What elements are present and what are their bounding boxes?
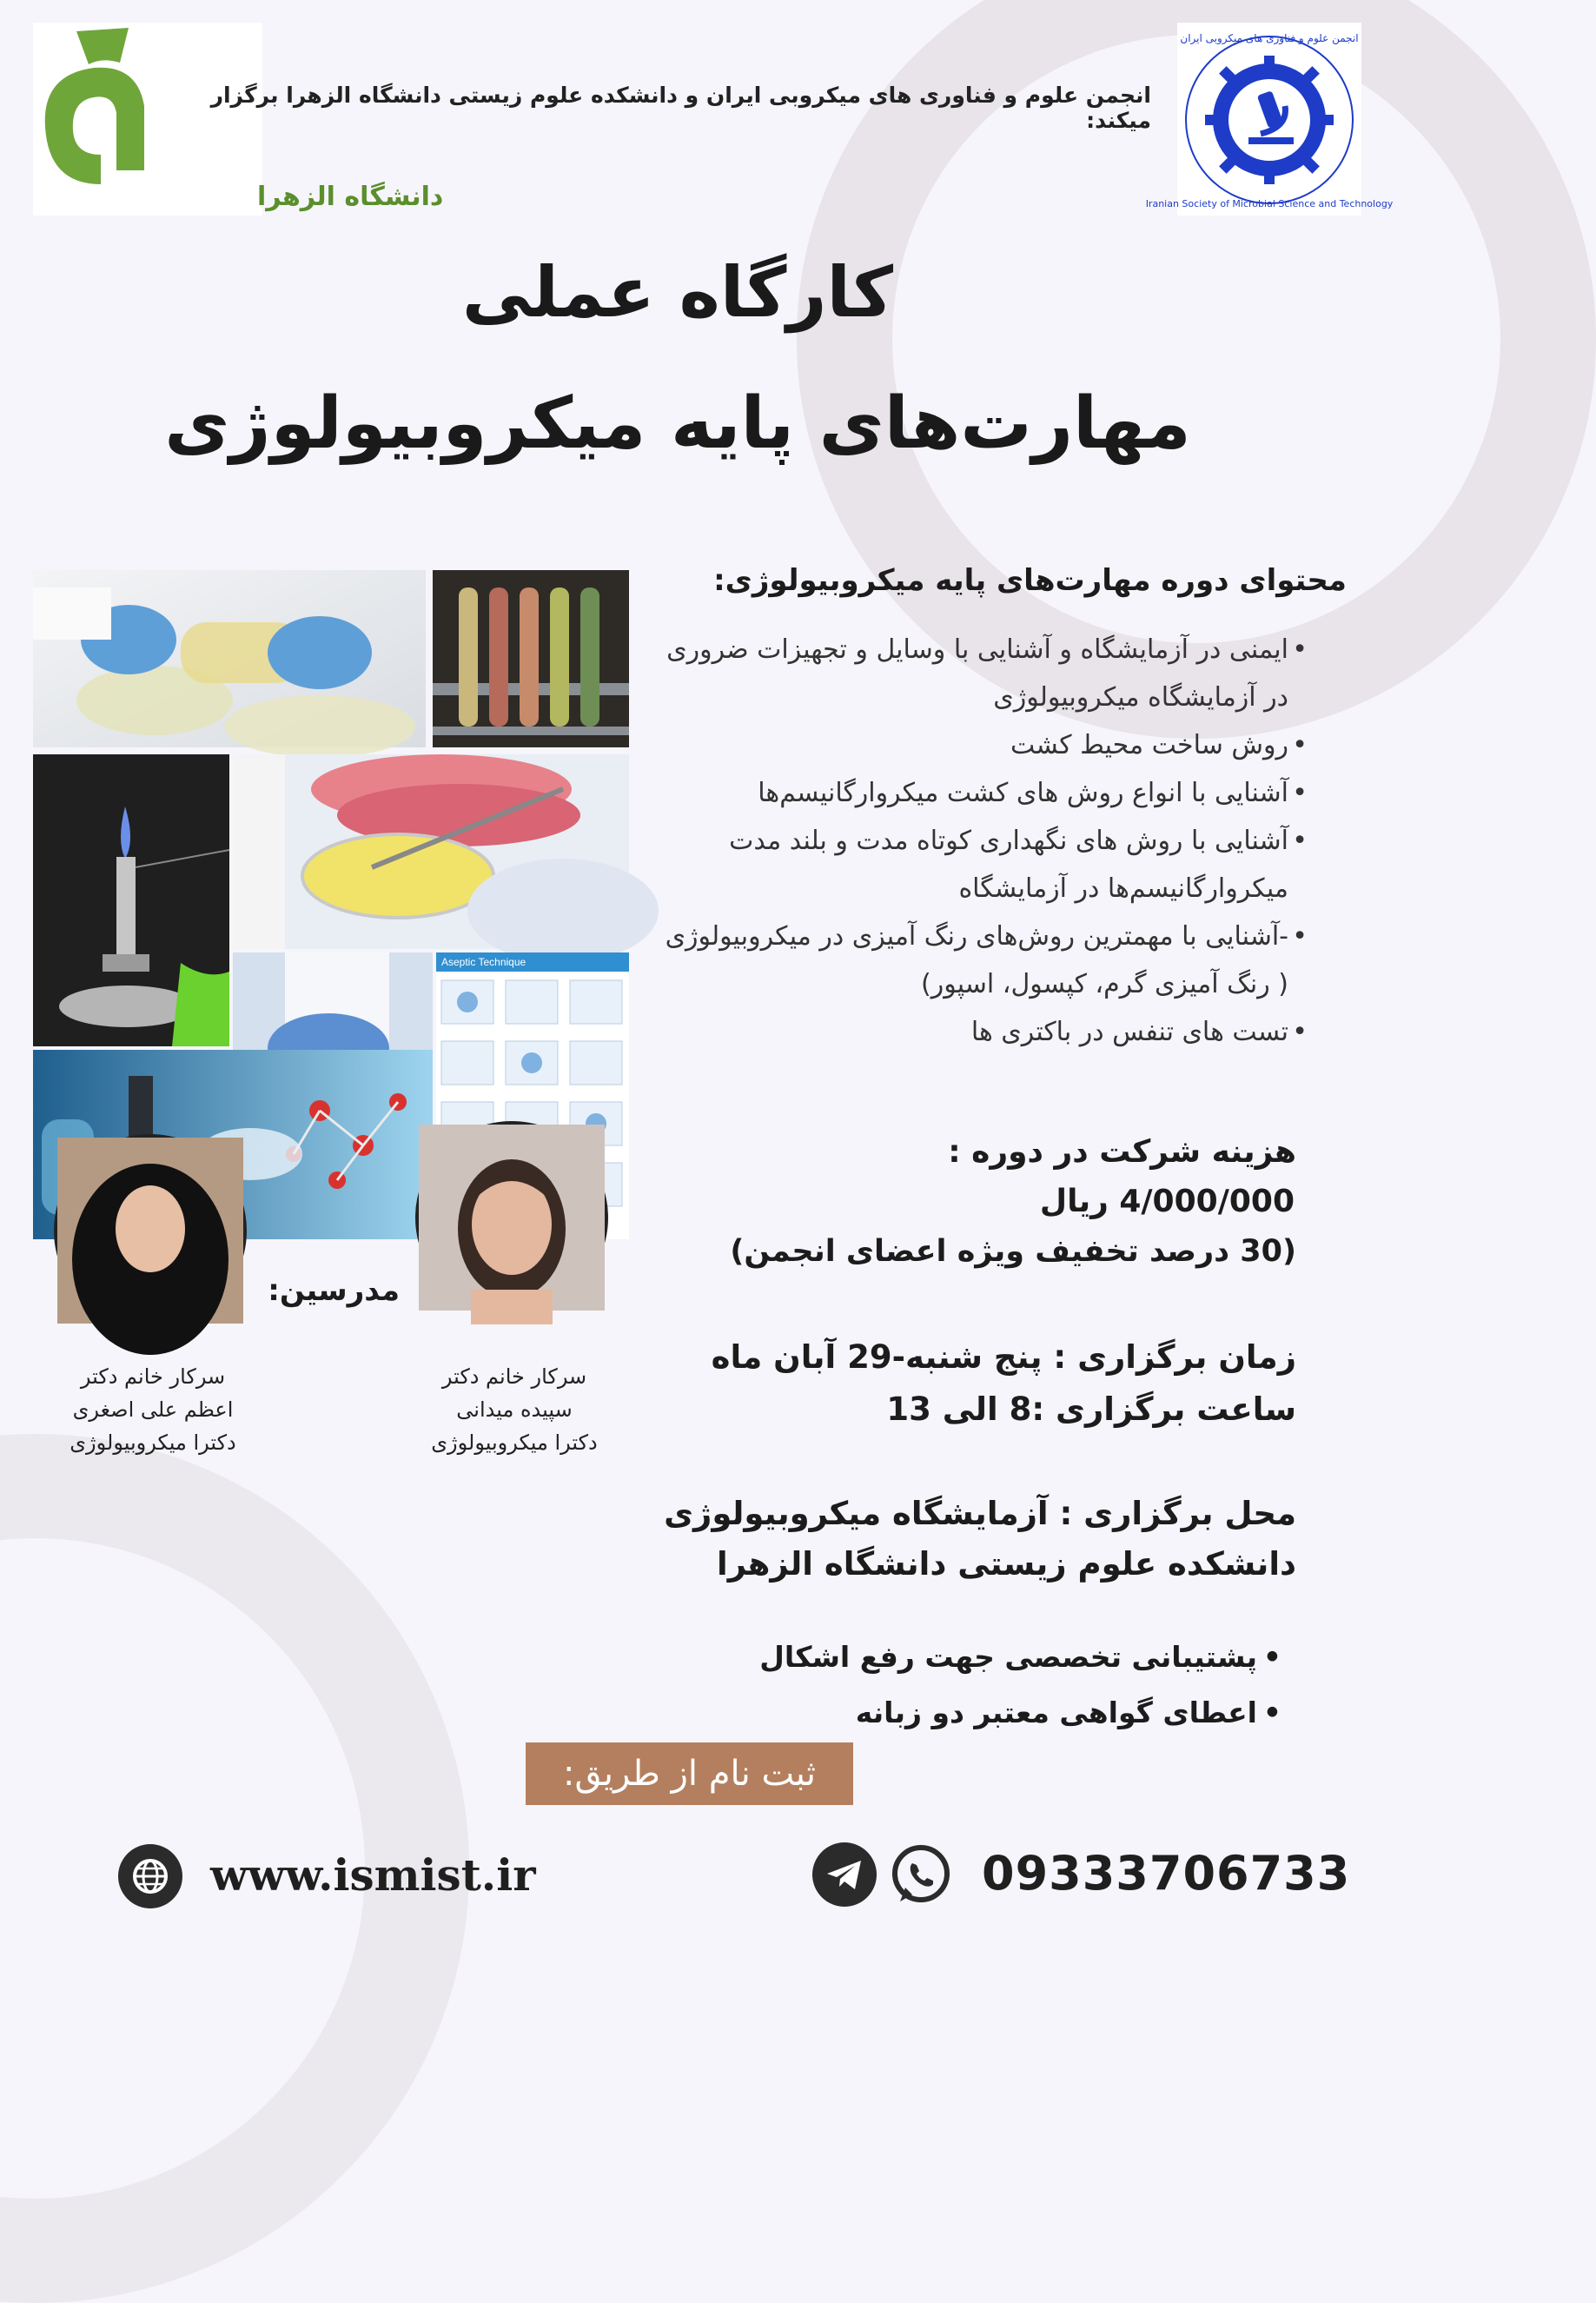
instructor-name: اعظم علی اصغری xyxy=(72,1397,234,1422)
title-line-1: کارگاه عملی xyxy=(461,252,894,333)
features-list xyxy=(660,1629,1281,1741)
fee-label: هزینه شرکت در دوره : xyxy=(948,1134,1296,1170)
list-item: • تست های تنفس در باکتری ها xyxy=(660,1008,1308,1056)
instructor-card-meydani xyxy=(393,1360,636,1459)
registration-label: ثبت نام از طریق: xyxy=(526,1742,853,1805)
instructor-degree: دکترا میکروبیولوژی xyxy=(70,1430,236,1455)
instructor-title: سرکار خانم دکتر xyxy=(80,1364,226,1389)
instructors-label: مدرسین: xyxy=(268,1273,400,1308)
aseptic-technique-label: Aseptic Technique xyxy=(436,952,629,972)
list-item: • -آشنایی با مهمترین روش‌های رنگ آمیزی در میکروبیولوژی ( رنگ آمیزی گرم، کپسول، اسپور) xyxy=(660,913,1308,1008)
title-line-2: مهارت‌های پایه میکروبیولوژی xyxy=(164,382,1191,465)
instructor-degree: دکترا میکروبیولوژی xyxy=(431,1430,598,1455)
list-item: • پشتیبانی تخصصی جهت رفع اشکال xyxy=(660,1629,1281,1685)
svg-text:Iranian Society of Microbial S: Iranian Society of Microbial Science and Technology xyxy=(1145,198,1394,209)
whatsapp-icon[interactable] xyxy=(886,1841,950,1905)
fee-amount: 4/000/000 ریال xyxy=(1039,1184,1295,1219)
photo-test-tube-rack xyxy=(433,570,629,747)
list-item: • روش ساخت محیط کشت xyxy=(660,721,1308,769)
location-line-2: دانشکده علوم زیستی دانشگاه الزهرا xyxy=(717,1545,1296,1583)
telegram-icon[interactable] xyxy=(812,1842,877,1907)
location-line-1: محل برگزاری : آزمایشگاه میکروبیولوژی xyxy=(664,1495,1296,1532)
instructor-name: سپیده میدانی xyxy=(456,1397,573,1422)
schedule-date: زمان برگزاری : پنج شنبه-29 آبان ماه xyxy=(711,1338,1296,1376)
list-item: • آشنایی با روش های نگهداری کوتاه مدت و بلند مدت میکروارگانیسم‌ها در آزمایشگاه xyxy=(660,817,1308,913)
course-content-list xyxy=(660,626,1308,1056)
globe-icon xyxy=(118,1844,182,1908)
photo-gloved-hands-petri xyxy=(33,570,426,747)
website-link[interactable]: www.ismist.ir xyxy=(210,1849,536,1901)
avatar-instructor-meydani xyxy=(415,1121,608,1314)
fee-discount: (30 درصد تخفیف ویژه اعضای انجمن) xyxy=(730,1234,1296,1269)
phone-number[interactable]: 09333706733 xyxy=(982,1846,1351,1901)
list-item: • اعطای گواهی معتبر دو زبانه xyxy=(660,1685,1281,1741)
photo-bunsen-burner xyxy=(33,754,229,1046)
schedule-hours: ساعت برگزاری :8 الی 13 xyxy=(886,1390,1296,1428)
instructor-title: سرکار خانم دکتر xyxy=(441,1364,587,1389)
list-item: • آشنایی با انواع روش های کشت میکروارگانیسم‌ها xyxy=(660,769,1308,817)
avatar-instructor-aliasghari xyxy=(54,1134,247,1327)
instructor-card-aliasghari xyxy=(31,1360,275,1459)
ismist-logo xyxy=(1145,23,1394,216)
svg-text:دانشگاه الزهرا: دانشگاه الزهرا xyxy=(257,182,444,212)
course-content-heading: محتوای دوره مهارت‌های پایه میکروبیولوژی: xyxy=(713,563,1347,598)
organizer-line: انجمن علوم و فناوری های میکروبی ایران و دانشکده علوم زیستی دانشگاه الزهرا برگزار میکند: xyxy=(210,83,1151,133)
photo-petri-inoculation xyxy=(233,754,629,949)
list-item: • ایمنی در آزمایشگاه و آشنایی با وسایل و تجهیزات ضروری در آزمایشگاه میکروبیولوژی xyxy=(660,626,1308,721)
svg-text:انجمن علوم و فناوری های میکروب: انجمن علوم و فناوری های میکروبی ایران xyxy=(1180,32,1359,44)
